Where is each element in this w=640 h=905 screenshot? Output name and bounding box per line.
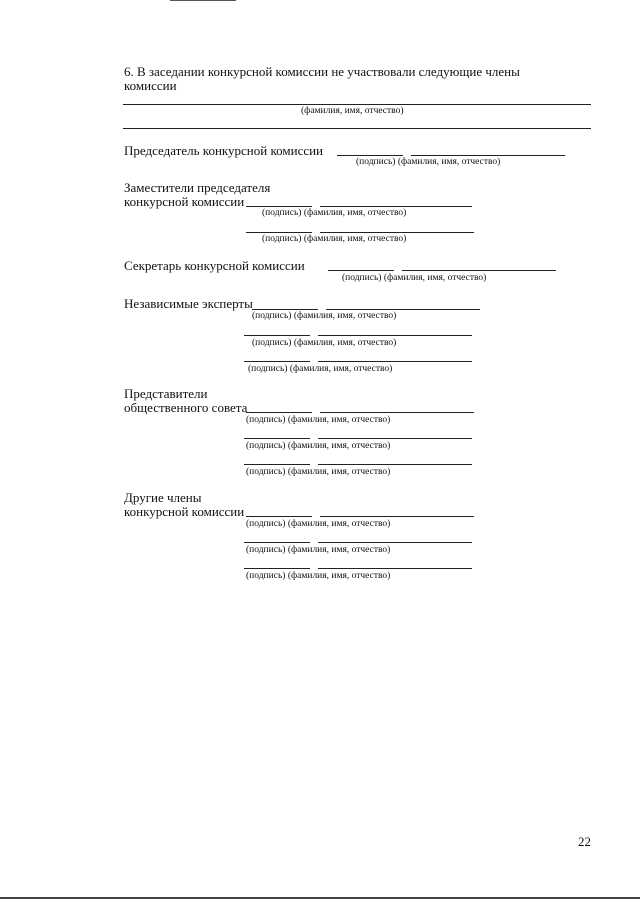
- deputies-label-line2: конкурсной комиссии: [124, 194, 245, 209]
- other-members-signature-line-1: [246, 516, 312, 517]
- other-members-label-line2: конкурсной комиссии: [124, 504, 245, 519]
- other-members-name-line-3: [318, 568, 472, 569]
- page-number: 22: [578, 834, 591, 849]
- experts-name-line-3: [318, 361, 472, 362]
- secretary-label: Секретарь конкурсной комиссии: [124, 258, 305, 273]
- secretary-name-line: [402, 270, 556, 271]
- deputies-name-line-2: [320, 232, 474, 233]
- experts-signature-line-1: [252, 309, 318, 310]
- item6-text-line2: комиссии: [124, 78, 177, 93]
- experts-name-line-2: [318, 335, 472, 336]
- chair-signature-line: [337, 155, 403, 156]
- top-edge-mark: [170, 0, 236, 1]
- chair-label: Председатель конкурсной комиссии: [124, 143, 324, 158]
- secretary-signature-line: [328, 270, 394, 271]
- experts-name-line-1: [326, 309, 480, 310]
- public-council-name-line-1: [320, 412, 474, 413]
- experts-signature-line-3: [244, 361, 310, 362]
- other-members-name-line-1: [320, 516, 474, 517]
- public-council-label-line1: Представители: [124, 386, 208, 401]
- item6-line-1: [123, 104, 591, 105]
- public-council-label-line2: общественного совета: [124, 400, 248, 415]
- secretary-caption: (подпись) (фамилия, имя, отчество): [342, 273, 487, 283]
- item6-line-2: [123, 128, 591, 129]
- experts-caption-1: (подпись) (фамилия, имя, отчество): [252, 311, 397, 321]
- other-members-label-line1: Другие члены: [124, 490, 202, 505]
- public-council-name-line-2: [318, 438, 472, 439]
- other-members-signature-line-3: [244, 568, 310, 569]
- public-council-caption-1: (подпись) (фамилия, имя, отчество): [246, 415, 391, 425]
- deputies-label-line1: Заместители председателя: [124, 180, 271, 195]
- chair-caption: (подпись) (фамилия, имя, отчество): [356, 157, 501, 167]
- deputies-caption-1: (подпись) (фамилия, имя, отчество): [262, 208, 407, 218]
- deputies-caption-2: (подпись) (фамилия, имя, отчество): [262, 234, 407, 244]
- deputies-name-line-1: [320, 206, 472, 207]
- chair-name-line: [411, 155, 565, 156]
- deputies-signature-line-1: [246, 206, 312, 207]
- other-members-caption-3: (подпись) (фамилия, имя, отчество): [246, 571, 391, 581]
- public-council-signature-line-2: [244, 438, 310, 439]
- experts-signature-line-2: [244, 335, 310, 336]
- public-council-caption-2: (подпись) (фамилия, имя, отчество): [246, 441, 391, 451]
- item6-text-line1: 6. В заседании конкурсной комиссии не участвовали следующие члены: [124, 64, 520, 79]
- public-council-signature-line-3: [244, 464, 310, 465]
- public-council-name-line-3: [318, 464, 472, 465]
- item6-caption: (фамилия, имя, отчество): [301, 106, 404, 116]
- bottom-edge-line: [0, 897, 640, 899]
- experts-caption-3: (подпись) (фамилия, имя, отчество): [248, 364, 393, 374]
- experts-caption-2: (подпись) (фамилия, имя, отчество): [252, 338, 397, 348]
- experts-label: Независимые эксперты: [124, 296, 253, 311]
- other-members-caption-2: (подпись) (фамилия, имя, отчество): [246, 545, 391, 555]
- public-council-caption-3: (подпись) (фамилия, имя, отчество): [246, 467, 391, 477]
- deputies-signature-line-2: [246, 232, 312, 233]
- other-members-caption-1: (подпись) (фамилия, имя, отчество): [246, 519, 391, 529]
- other-members-name-line-2: [318, 542, 472, 543]
- public-council-signature-line-1: [246, 412, 312, 413]
- other-members-signature-line-2: [244, 542, 310, 543]
